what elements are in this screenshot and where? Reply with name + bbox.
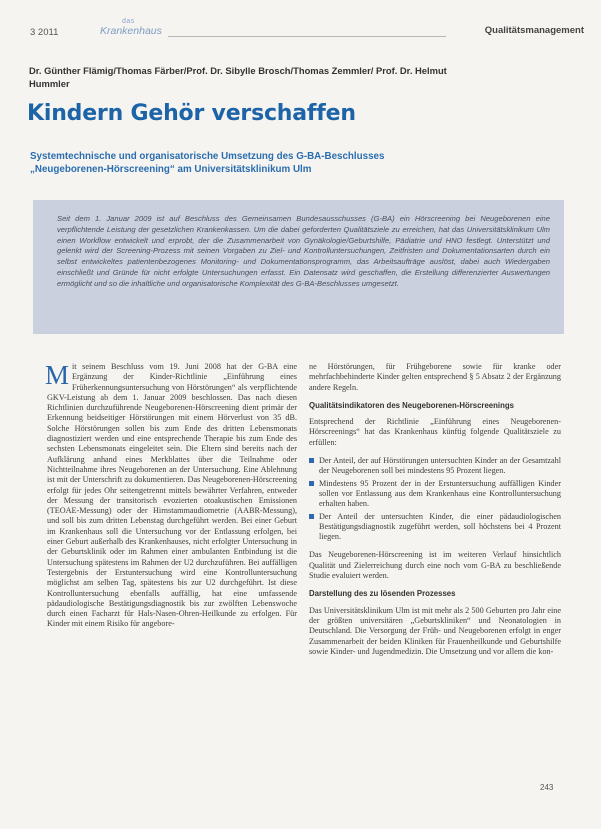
section-heading-indicators: Qualitätsindikatoren des Neugeborenen-Hörscreenings (309, 400, 514, 410)
article-title: Kindern Gehör verschaffen (27, 101, 356, 126)
drop-cap: M (45, 360, 70, 390)
logo-prefix: das (122, 18, 135, 25)
list-item-text: Mindestens 95 Prozent der in der Erstuntersuchung auffälligen Kinder sollen vor Entlassung aus dem Krankenhaus eine Kontrolluntersuchung erhalten haben. (319, 478, 561, 509)
section-heading-process: Darstellung des zu lösenden Prozesses (309, 589, 456, 599)
section-label: Qualitätsmanagement (484, 25, 584, 36)
continued-paragraph: ne Hörstörungen, für Frühgeborene sowie für kranke oder mehrfachbehinderte Kinder gelten entsprechend § 5 Absatz 2 der Ergänzung andere Regeln. (309, 362, 561, 392)
header-rule (168, 36, 446, 37)
list-item (309, 479, 561, 510)
indicators-paragraph: Entsprechend der Richtlinie „Einführung eines Neugeborenen-Hörscreenings“ hat das Krankenhaus künftig folgende Qualitätsziele zu erfüllen: (309, 417, 561, 447)
list-item (309, 456, 561, 477)
abstract-box (33, 200, 564, 334)
journal-logo (100, 20, 160, 42)
process-paragraph: Das Universitätsklinikum Ulm ist mit mehr als 2 500 Geburten pro Jahr eine der größten universitären „Geburtskliniken“ und Neonatologien in Deutschland. Die Versorgung der Früh- und Neugeborenen erfolgt in enger Zusammenarbeit der beiden Kliniken für Frauenheilkunde und Geburtshilfe sowie Kinder- und Jugendmedizin. Die Umsetzung und vor allem die kon- (309, 605, 561, 656)
abstract-text: Seit dem 1. Januar 2009 ist auf Beschluss des Gemeinsamen Bundesausschusses (G-BA) ein Hörscreening bei Neugeborenen eine verpflichtende Leistung der gesetzlichen Krankenkassen. Um die dabei geforderten Qualitätsziele zu erreichen, hat das Universitätsklinikum Ulm einen Workflow entwickelt und erprobt, der die Zusammenarbeit von Gynäkologie/Geburtshilfe, Pädiatrie und HNO festlegt. Unterstützt und gelenkt wird der Screening-Prozess mit seinen Vorgaben zu Ziel- und Kontrolluntersuchungen, Zeitfristen und Dokumentationsarten durch ein selbst entwickeltes patientenbezogenes Monitoring- und Dokumentationsprogramm, das Arbeitsaufträge auslöst, dabei auch Wiedergaben einschließt und Gründe für nicht erfolgte Untersuchungen erfasst. Ein Datensatz wird geschaffen, die Erstellung differenzierter Auswertungen ermöglicht und so die inhaltliche und organisatorische Komplexität des G-BA-Beschlusses umgesetzt. (57, 214, 550, 288)
author-list: Dr. Günther Flämig/Thomas Färber/Prof. Dr. Sibylle Brosch/Thomas Zemmler/ Prof. Dr. Helmut Hummler (29, 65, 447, 89)
list-item (309, 512, 561, 543)
subtitle-line-1: Systemtechnische und organisatorische Umsetzung des G-BA-Beschlusses (30, 151, 385, 162)
evaluation-paragraph: Das Neugeborenen-Hörscreening ist im weiteren Verlauf hinsichtlich Qualität und Zielerreichung durch eine noch vom G-BA zu beschließende Studie evaluiert werden. (309, 550, 561, 581)
quality-goals-list (309, 456, 561, 542)
subtitle-line-2: „Neugeborenen-Hörscreening“ am Universitätsklinikum Ulm (30, 164, 312, 175)
body-column-left (47, 362, 297, 638)
bullet-square-icon (309, 458, 314, 463)
body-column-right (309, 362, 561, 665)
list-item-text: Der Anteil der untersuchten Kinder, die einer pädaudiologischen Bestätigungsdiagnostik zugeführt werden, soll höchstens bei 4 Prozent liegen. (319, 511, 561, 542)
intro-paragraph (47, 362, 297, 630)
bullet-square-icon (309, 481, 314, 486)
page-number: 243 (540, 783, 554, 792)
logo-name: Krankenhaus (100, 25, 162, 37)
list-item-text: Der Anteil, der auf Hörstörungen untersuchten Kinder an der Gesamtzahl der Neugeborenen soll bei mindestens 95 Prozent liegen. (319, 456, 561, 476)
article-subtitle (30, 150, 470, 176)
intro-text: it seinem Beschluss vom 19. Juni 2008 hat der G-BA eine Ergänzung der Kinder-Richtlinie „Einführung eines Früherkennungsuntersuchung von Hörstörungen“ als verpflichtende GKV-Leistung ab dem 1. Januar 2009 beschlossen. Das nach diesen Richtlinien durchzuführende Neugeborenen-Hörscreening dient primär der Erkennung beidseitiger Hörstörungen mit einem Hörverlust von 35 dB. Solche Hörstörungen sollen bis zum Ende des dritten Lebensmonats diagnostiziert werden und eine entsprechende Therapie bis zum Ende des sechsten Lebensmonats eingeleitet sein. Die Eltern sind bereits nach der Aufklärung anhand eines Merkblattes über die Teilnahme oder Nichtteilnahme ihres Neugeborenen an der Untersuchung. Eine Ablehnung ist mit der Unterschrift zu dokumentieren. Das Neugeborenen-Hörscreening erfolgt für jedes Ohr seitengetrennt mittels bewährter Verfahren, entweder der Messung der transitorisch evozierten otoakustischen Emissionen (TEOAE-Messung) oder der Hirnstammaudiometrie (AABR-Messung), und soll bis zum dritten Lebenstag durchgeführt werden. Bei einer Geburt im Krankenhaus soll die Untersuchung vor der Entlassung erfolgen, bei einer Geburt außerhalb des Krankenhauses, nicht erfolgter Untersuchung in der Geburtsklinik oder im Rahmen einer ambulanten Entbindung ist die Untersuchung spätestens im Rahmen der U2 durchzuführen. Bei auffälligen Testergebnis der Erstuntersuchung wird eine Kontrolluntersuchung möglichst am selben Tag, spätestens bis zur U2 durchgeführt. Ist diese Kontrolluntersuchung ebenfalls auffällig, hat eine umfassende pädaudiologische Bestätigungsdiagnostik bis zur zwölften Lebenswoche durch einen Facharzt für Hals-Nasen-Ohren-Heilkunde zu erfolgen. Für Kinder mit einem Risiko für angebore- (47, 362, 297, 629)
bullet-square-icon (309, 514, 314, 519)
issue-label: 3 2011 (30, 27, 59, 38)
page-header (22, 20, 584, 42)
